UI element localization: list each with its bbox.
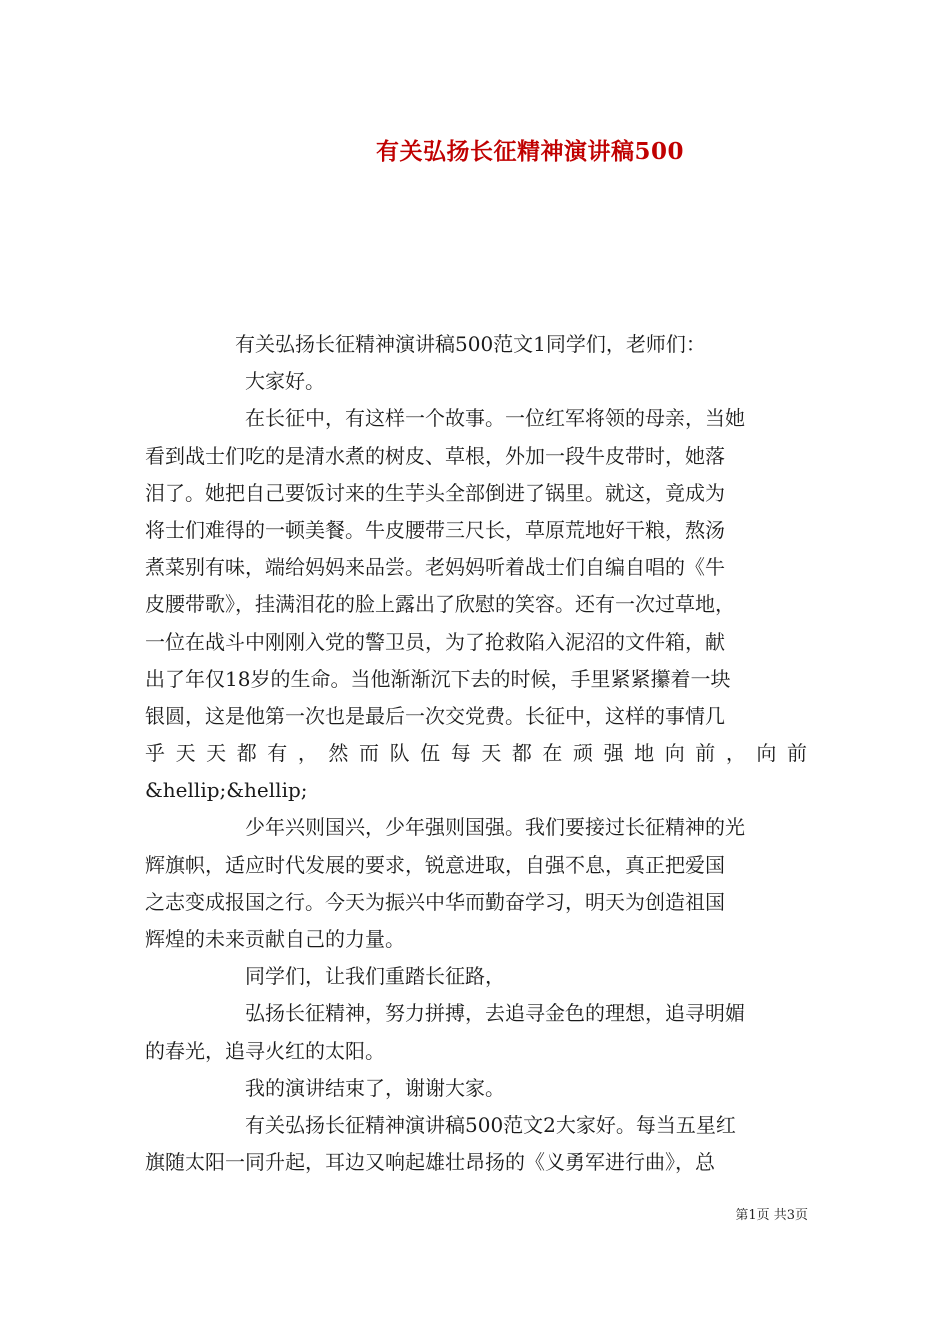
body-line: 有关弘扬长征精神演讲稿500范文2大家好。每当五星红: [245, 1112, 736, 1137]
document-title: 有关弘扬长征精神演讲稿500: [375, 138, 684, 165]
body-line: 将士们难得的一顿美餐。牛皮腰带三尺长，草原荒地好干粮，熬汤: [145, 517, 725, 542]
body-line: 皮腰带歌》，挂满泪花的脸上露出了欣慰的笑容。还有一次过草地，: [145, 592, 735, 617]
body-line: 旗随太阳一同升起，耳边又响起雄壮昂扬的《义勇军进行曲》，总: [145, 1150, 715, 1175]
body-line: 看到战士们吃的是清水煮的树皮、草根，外加一段牛皮带时，她落: [145, 443, 725, 468]
body-line: 少年兴则国兴，少年强则国强。我们要接过长征精神的光: [245, 815, 745, 840]
body-line: 煮菜别有味，端给妈妈来品尝。老妈妈听着战士们自编自唱的《牛: [145, 555, 725, 580]
body-line: 有关弘扬长征精神演讲稿500范文1同学们，老师们：: [235, 332, 706, 356]
body-line: 辉煌的未来贡献自己的力量。: [145, 927, 405, 951]
body-line: 之志变成报国之行。今天为振兴中华而勤奋学习，明天为创造祖国: [145, 889, 725, 914]
body-line: 一位在战斗中刚刚入党的警卫员，为了抢救陷入泥沼的文件箱，献: [145, 629, 725, 654]
page-number-footer: 第1页 共3页: [735, 1208, 808, 1223]
body-line: 泪了。她把自己要饭讨来的生芋头全部倒进了锅里。就这，竟成为: [145, 480, 725, 505]
body-line: 乎 天 天 都 有 ， 然 而 队 伍 每 天 都 在 顽 强 地 向 前 ， 向 前: [145, 741, 807, 766]
body-line: 我的演讲结束了，谢谢大家。: [245, 1075, 505, 1100]
document-body: [145, 326, 807, 1181]
body-line: 大家好。: [245, 369, 325, 394]
body-line: 在长征中，有这样一个故事。一位红军将领的母亲，当她: [245, 406, 745, 431]
body-line: 出了年仅18岁的生命。当他渐渐沉下去的时候，手里紧紧攥着一块: [145, 666, 731, 691]
body-line: 辉旗帜，适应时代发展的要求，锐意进取，自强不息，真正把爱国: [145, 852, 725, 877]
body-line: 弘扬长征精神，努力拼搏，去追寻金色的理想，追寻明媚: [245, 1001, 745, 1026]
body-line: 银圆，这是他第一次也是最后一次交党费。长征中，这样的事情几: [145, 703, 725, 728]
body-line: &hellip;&hellip;: [145, 778, 308, 803]
body-line: 同学们，让我们重踏长征路，: [245, 964, 505, 989]
body-line: 的春光，追寻火红的太阳。: [145, 1038, 385, 1063]
